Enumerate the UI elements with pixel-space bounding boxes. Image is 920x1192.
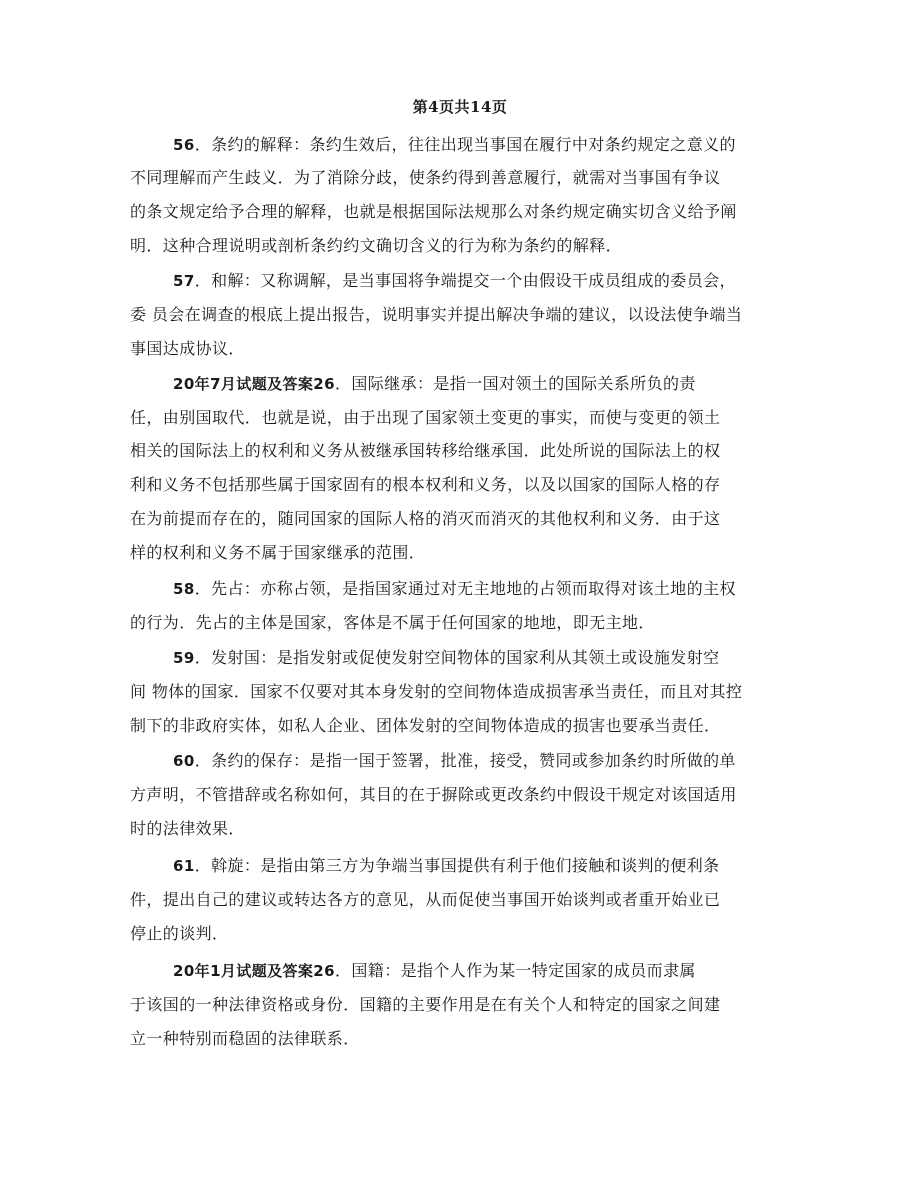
paragraph-number: 57 (173, 272, 195, 290)
paragraph-60-line-1 (173, 750, 736, 772)
paragraph-58-line-2: 的行为．先占的主体是国家，客体是不属于任何国家的地地，即无主地． (130, 613, 655, 632)
paragraph-text: ．发射国：是指发射或促使发射空间物体的国家利从其领土或设施发射空 (194, 648, 720, 667)
paragraph-number: 56 (173, 136, 195, 154)
paragraph-61-line-3: 停止的谈判． (130, 924, 229, 943)
paragraph-56-line-3: 的条文规定给予合理的解释，也就是根据国际法规那么对条约规定确实切含义给予阐 (130, 202, 737, 221)
paragraph-60-line-2: 方声明，不管措辞或名称如何，其目的在于摒除或更改条约中假设干规定对该国适用 (130, 785, 737, 804)
paragraph-text: ．斡旋：是指由第三方为争端当事国提供有利于他们接触和谈判的便利条 (194, 856, 720, 875)
paragraph-60-line-3: 时的法律效果． (130, 819, 245, 838)
paragraph-state-succession-line-5: 在为前提而存在的，随同国家的国际人格的消灭而消灭的其他权利和义务．由于这 (130, 509, 721, 528)
paragraph-state-succession-line-6: 样的权利和义务不属于国家继承的范围． (130, 543, 426, 562)
paragraph-61-line-1 (173, 855, 720, 877)
paragraph-nationality-line-1 (173, 960, 696, 982)
paragraph-number: 58 (173, 580, 195, 598)
paragraph-59-line-3: 制下的非政府实体，如私人企业、团体发射的空间物体造成的损害也要承当责任． (130, 716, 721, 735)
paragraph-61-line-2: 件，提出自己的建议或转达各方的意见，从而促使当事国开始谈判或者重开始业已 (130, 890, 721, 909)
paragraph-59-line-1 (173, 647, 720, 669)
paragraph-number: 59 (173, 649, 195, 667)
paragraph-text: ．条约的解释：条约生效后，往往出现当事国在履行中对条约规定之意义的 (194, 135, 736, 154)
paragraph-text: ．国际继承：是指一国对领土的国际关系所负的责 (335, 374, 696, 393)
paragraph-nationality-line-3: 立一种特别而稳固的法律联系． (130, 1029, 360, 1048)
paragraph-nationality-line-2: 于该国的一种法律资格或身份．国籍的主要作用是在有关个人和特定的国家之间建 (130, 995, 721, 1014)
paragraph-number: 60 (173, 752, 195, 770)
paragraph-57-line-1 (173, 270, 736, 292)
paragraph-number: 20年1月试题及答案26 (173, 962, 335, 980)
paragraph-state-succession-line-3: 相关的国际法上的权利和义务从被继承国转移给继承国．此处所说的国际法上的权 (130, 441, 721, 460)
paragraph-56-line-2: 不同理解而产生歧义．为了消除分歧，使条约得到善意履行，就需对当事国有争议 (130, 168, 721, 187)
paragraph-text: ．和解：又称调解，是当事国将争端提交一个由假设干成员组成的委员会， (194, 271, 736, 290)
paragraph-56-line-4: 明．这种合理说明或剖析条约约文确切含义的行为称为条约的解释． (130, 236, 623, 255)
paragraph-56-line-1 (173, 134, 736, 156)
paragraph-text: ．先占：亦称占领，是指国家通过对无主地地的占领而取得对该土地的主权 (194, 579, 736, 598)
paragraph-number: 20年7月试题及答案26 (173, 375, 335, 393)
paragraph-number: 61 (173, 857, 195, 875)
paragraph-57-line-3: 事国达成协议． (130, 339, 245, 358)
paragraph-state-succession-line-4: 利和义务不包括那些属于国家固有的根本权利和义务，以及以国家的国际人格的存 (130, 475, 721, 494)
paragraph-text: ．国籍：是指个人作为某一特定国家的成员而隶属 (335, 961, 696, 980)
page-header: 第4页共14页 (412, 98, 508, 116)
paragraph-state-succession-line-2: 任，由别国取代．也就是说，由于出现了国家领土变更的事实，而使与变更的领土 (130, 408, 721, 427)
paragraph-57-line-2: 委 员会在调查的根底上提出报告，说明事实并提出解决争端的建议，以设法使争端当 (130, 305, 743, 324)
paragraph-58-line-1 (173, 578, 736, 600)
paragraph-text: ．条约的保存：是指一国于签署，批准，接受，赞同或参加条约时所做的单 (194, 751, 736, 770)
paragraph-59-line-2: 间 物体的国家．国家不仅要对其本身发射的空间物体造成损害承当责任，而且对其控 (130, 682, 743, 701)
paragraph-state-succession-line-1 (173, 373, 696, 395)
